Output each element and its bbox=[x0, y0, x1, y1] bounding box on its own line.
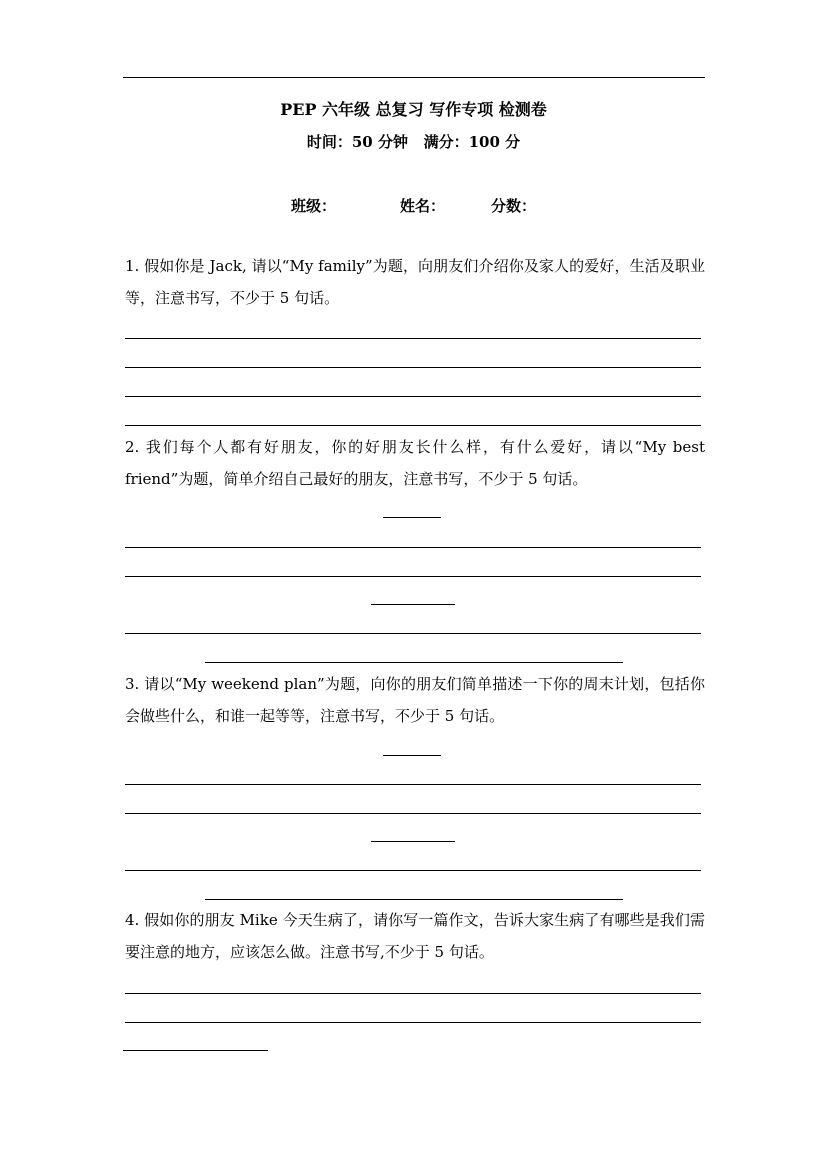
name-field-label: 姓名： bbox=[399, 197, 445, 215]
question-2-prompt: 2. 我们每个人都有好朋友，你的好朋友长什么样，有什么爱好，请以“My best friend”为题，简单介绍自己最好的朋友，注意书写，不少于 5 句话。 bbox=[125, 438, 705, 488]
header-rule bbox=[123, 77, 705, 78]
question-3-prompt: 3. 请以“My weekend plan”为题，向你的朋友们简单描述一下你的周末计划，包括你会做些什么，和谁一起等等，注意书写，不少于 5 句话。 bbox=[125, 675, 705, 725]
class-field-label: 班级： bbox=[290, 197, 336, 215]
answer-line[interactable] bbox=[125, 993, 701, 994]
title-blank-line[interactable] bbox=[383, 517, 441, 518]
question-1-prompt: 1. 假如你是 Jack, 请以“My family”为题，向朋友们介绍你及家人的爱好，生活及职业等，注意书写，不少于 5 句话。 bbox=[125, 257, 705, 307]
answer-line[interactable] bbox=[205, 662, 623, 663]
worksheet-title: PEP 六年级 总复习 写作专项 检测卷 bbox=[280, 100, 547, 119]
answer-line[interactable] bbox=[205, 899, 623, 900]
answer-line[interactable] bbox=[125, 633, 701, 634]
answer-line[interactable] bbox=[125, 338, 701, 339]
student-info-fields bbox=[0, 196, 827, 216]
answer-line[interactable] bbox=[125, 813, 701, 814]
answer-line[interactable] bbox=[125, 870, 701, 871]
short-answer-line[interactable] bbox=[371, 604, 455, 605]
title-blank-line[interactable] bbox=[383, 755, 441, 756]
answer-line[interactable] bbox=[125, 784, 701, 785]
short-answer-line[interactable] bbox=[371, 841, 455, 842]
footnote-rule bbox=[123, 1050, 268, 1051]
answer-line[interactable] bbox=[125, 547, 701, 548]
answer-line[interactable] bbox=[125, 576, 701, 577]
score-field-label: 分数： bbox=[491, 197, 537, 215]
question-4-prompt: 4. 假如你的朋友 Mike 今天生病了，请你写一篇作文，告诉大家生病了有哪些是我们需要注意的地方，应该怎么做。注意书写,不少于 5 句话。 bbox=[125, 911, 705, 961]
time-and-score-info: 时间：50 分钟 满分：100 分 bbox=[306, 133, 521, 151]
answer-line[interactable] bbox=[125, 396, 701, 397]
answer-line[interactable] bbox=[125, 425, 701, 426]
answer-line[interactable] bbox=[125, 1022, 701, 1023]
answer-line[interactable] bbox=[125, 367, 701, 368]
